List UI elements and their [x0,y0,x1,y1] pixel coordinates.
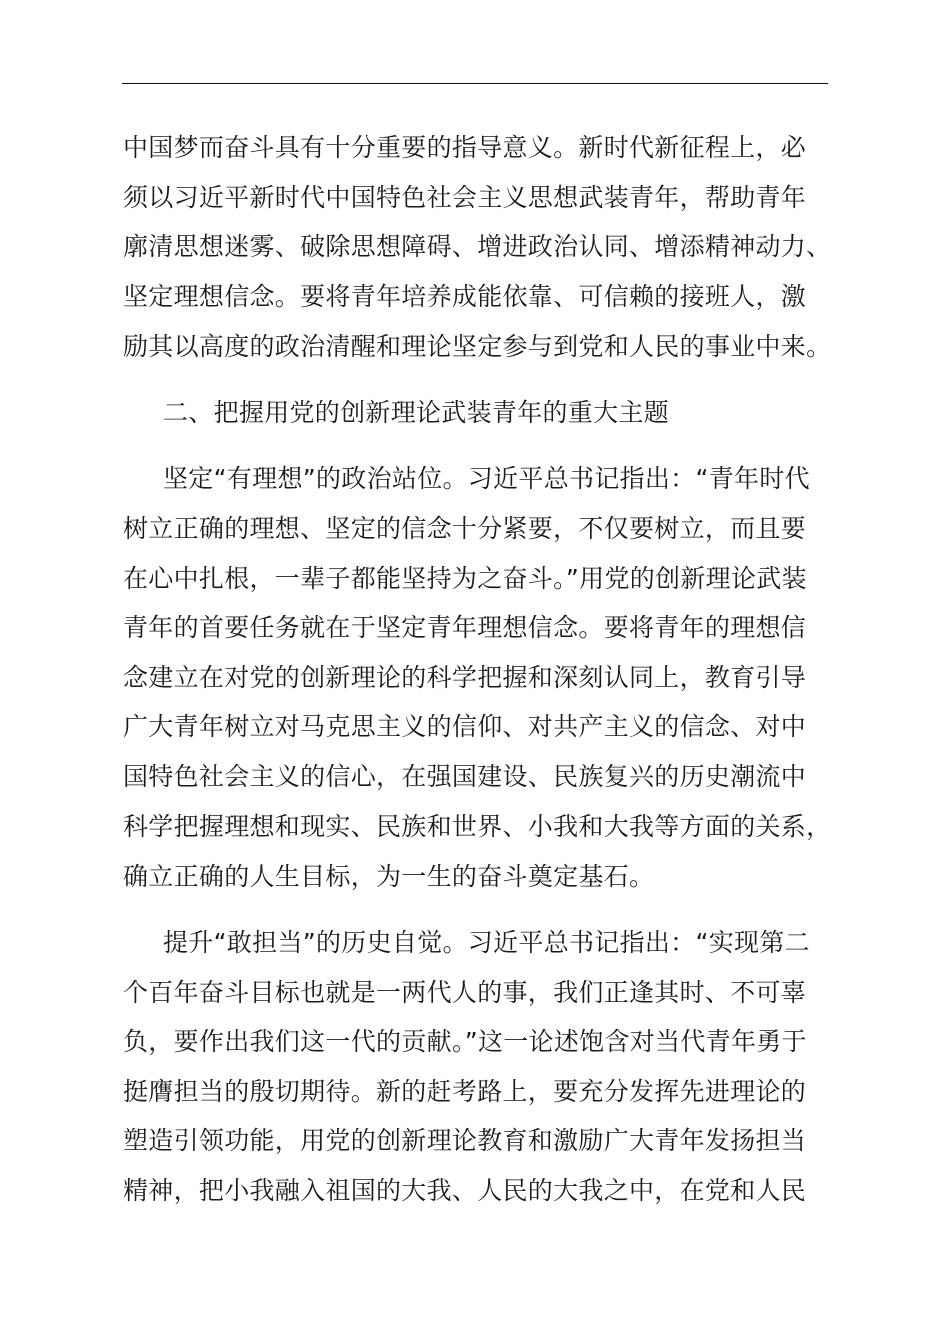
header-rule [122,83,828,84]
text-line: 青年的首要任务就在于坚定青年理想信念。要将青年的理想信 [123,613,807,642]
text-line: 个百年奋斗目标也就是一两代人的事，我们正逢其时、不可辜 [123,978,807,1007]
text-line: 塑造引领功能，用党的创新理论教育和激励广大青年发扬担当 [123,1126,807,1155]
text-line: 须以习近平新时代中国特色社会主义思想武装青年，帮助青年 [123,183,807,212]
text-line: 坚定“有理想”的政治站位。习近平总书记指出：“青年时代 [163,464,810,493]
text-line: 提升“敢担当”的历史自觉。习近平总书记指出：“实现第二 [163,928,810,957]
text-line: 坚定理想信念。要将青年培养成能依靠、可信赖的接班人，激 [123,282,807,311]
section-heading: 二、把握用党的创新理论武装青年的重大主题 [163,398,670,427]
text-line: 国特色社会主义的信心，在强国建设、民族复兴的历史潮流中 [123,762,807,791]
text-line: 树立正确的理想、坚定的信念十分紧要，不仅要树立，而且要 [123,514,807,543]
text-line: 负，要作出我们这一代的贡献。”这一论述饱含对当代青年勇于 [123,1027,807,1056]
text-line: 中国梦而奋斗具有十分重要的指导意义。新时代新征程上，必 [123,133,807,162]
text-line: 励其以高度的政治清醒和理论坚定参与到党和人民的事业中来。 [123,332,832,361]
text-line: 科学把握理想和现实、民族和世界、小我和大我等方面的关系， [123,812,832,841]
text-line: 确立正确的人生目标，为一生的奋斗奠定基石。 [123,862,655,891]
text-line: 念建立在对党的创新理论的科学把握和深刻认同上，教育引导 [123,663,807,692]
text-line: 精神，把小我融入祖国的大我、人民的大我之中，在党和人民 [123,1176,807,1205]
text-line: 广大青年树立对马克思主义的信仰、对共产主义的信念、对中 [123,712,807,741]
text-line: 挺膺担当的殷切期待。新的赶考路上，要充分发挥先进理论的 [123,1077,807,1106]
text-line: 廓清思想迷雾、破除思想障碍、增进政治认同、增添精神动力、 [123,232,832,261]
text-line: 在心中扎根，一辈子都能坚持为之奋斗。”用党的创新理论武装 [123,564,807,593]
